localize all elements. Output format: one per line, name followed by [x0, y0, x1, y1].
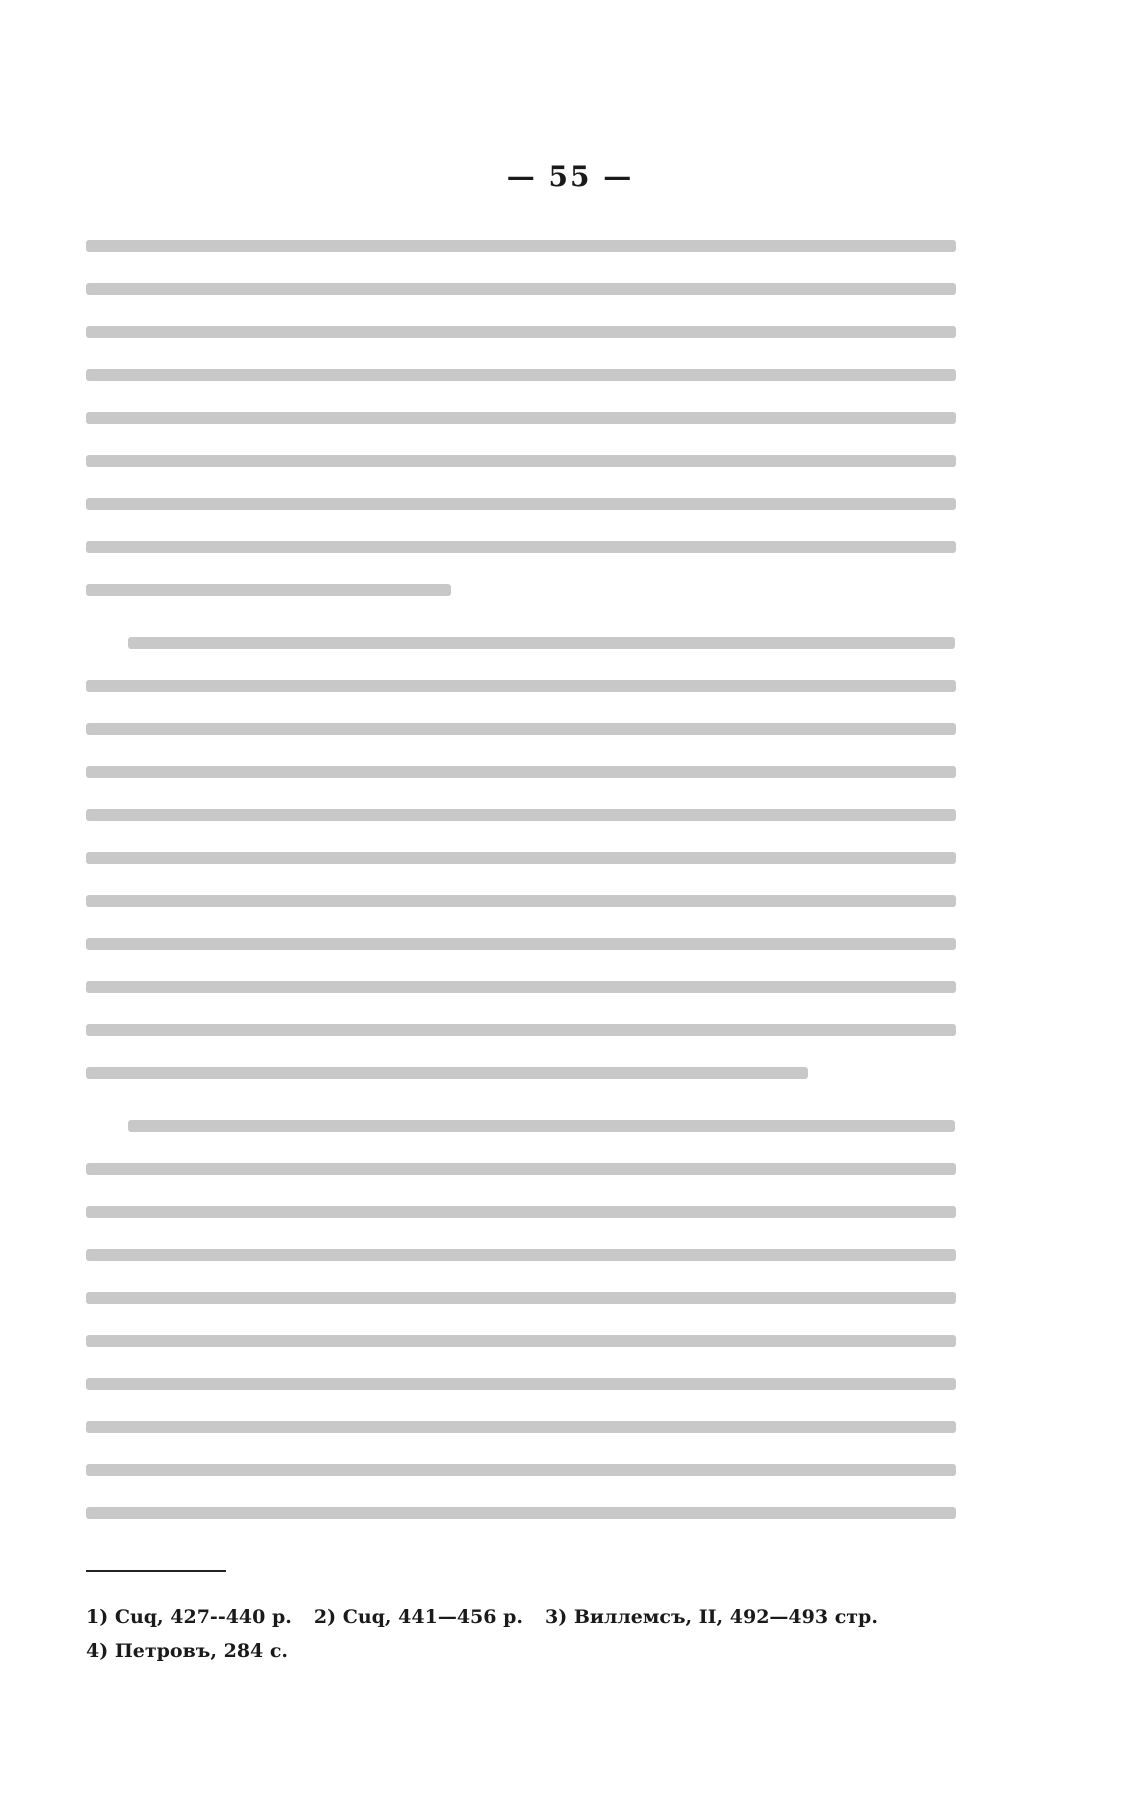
text-line: [128, 637, 955, 649]
footnote-line: [86, 1634, 966, 1668]
footnotes: [86, 1600, 966, 1668]
footnote-1: 1) Cuq, 427--440 р.: [86, 1606, 292, 1628]
text-line: [86, 584, 451, 596]
text-line: [86, 1464, 956, 1476]
text-line: [86, 326, 956, 338]
text-line: [86, 369, 956, 381]
text-line: [86, 1249, 956, 1261]
footnote-line: [86, 1600, 966, 1634]
body-text: [86, 240, 956, 1550]
text-line: [86, 1163, 956, 1175]
text-line: [86, 809, 956, 821]
text-line: [86, 1421, 956, 1433]
text-line: [86, 240, 956, 252]
text-line: [86, 1024, 956, 1036]
text-line: [86, 723, 956, 735]
footnote-3: 3) Виллемсъ, II, 492—493 стр.: [545, 1606, 878, 1628]
text-line: [86, 455, 956, 467]
text-line: [86, 895, 956, 907]
text-line: [128, 1120, 955, 1132]
text-line: [86, 938, 956, 950]
text-line: [86, 1067, 808, 1079]
text-line: [86, 283, 956, 295]
text-line: [86, 412, 956, 424]
text-line: [86, 1507, 956, 1519]
text-line: [86, 541, 956, 553]
text-line: [86, 981, 956, 993]
text-line: [86, 852, 956, 864]
text-line: [86, 766, 956, 778]
page-number: — 55 —: [506, 160, 634, 193]
text-line: [86, 498, 956, 510]
text-line: [86, 1292, 956, 1304]
text-line: [86, 1206, 956, 1218]
text-line: [86, 1335, 956, 1347]
text-line: [86, 1378, 956, 1390]
footnote-2: 2) Cuq, 441—456 р.: [313, 1606, 524, 1628]
text-line: [86, 680, 956, 692]
footnote-4: 4) Петровъ, 284 с.: [86, 1640, 289, 1662]
footnote-divider: [86, 1570, 226, 1572]
